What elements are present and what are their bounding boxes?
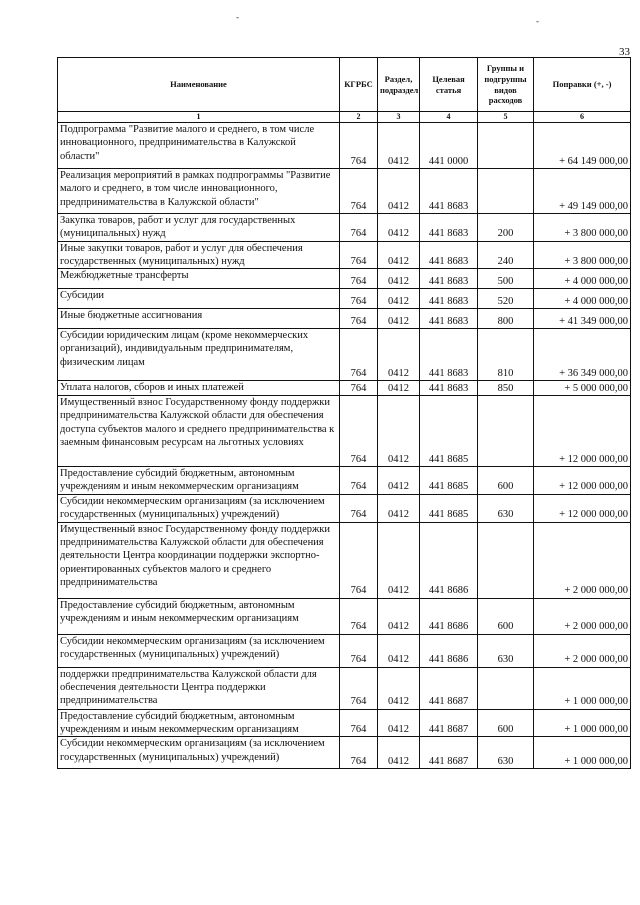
row-statya: 441 8685 (420, 396, 478, 467)
column-number-row (58, 112, 631, 123)
row-name: Субсидии (58, 289, 340, 309)
row-razdel: 0412 (378, 522, 420, 598)
row-vid (478, 667, 534, 709)
table-row (58, 737, 631, 769)
row-name: Имущественный взнос Государственному фонду поддержки предпринимательства Калужской области для обеспечения деятельности Центра координации поддержки экспортно-ориентированных субъектов малого и среднего предпринимательства (58, 522, 340, 598)
table-row (58, 634, 631, 667)
row-amount: + 1 000 000,00 (534, 737, 631, 769)
row-name: Субсидии некоммерческим организациям (за исключением государственных (муниципальных) учреждений) (58, 737, 340, 769)
row-statya: 441 8683 (420, 169, 478, 214)
row-name: Подпрограмма "Развитие малого и среднего, в том числе инновационного, предпринимательства в Калужской области" (58, 123, 340, 169)
row-razdel: 0412 (378, 598, 420, 634)
column-number: 1 (58, 112, 340, 123)
row-razdel: 0412 (378, 634, 420, 667)
row-vid: 600 (478, 709, 534, 737)
row-razdel: 0412 (378, 289, 420, 309)
row-statya: 441 0000 (420, 123, 478, 169)
row-statya: 441 8683 (420, 214, 478, 242)
row-amount: + 12 000 000,00 (534, 396, 631, 467)
row-statya: 441 8686 (420, 634, 478, 667)
table-row (58, 522, 631, 598)
row-kgrbs: 764 (340, 467, 378, 495)
row-razdel: 0412 (378, 467, 420, 495)
header-kgrbs: КГРБС (340, 58, 378, 112)
row-vid: 630 (478, 634, 534, 667)
row-name: Имущественный взнос Государственному фонду поддержки предпринимательства Калужской области для обеспечения доступа субъектов малого и среднего предпринимательства к заемным финансовым ресурсам на льготных условиях (58, 396, 340, 467)
row-name: поддержки предпринимательства Калужской области для обеспечения деятельности Центра поддержки предпринимательства (58, 667, 340, 709)
row-vid: 800 (478, 309, 534, 329)
row-razdel: 0412 (378, 396, 420, 467)
table-row (58, 381, 631, 396)
row-amount: + 3 800 000,00 (534, 241, 631, 269)
row-vid: 630 (478, 494, 534, 522)
row-name: Закупка товаров, работ и услуг для государственных (муниципальных) нужд (58, 214, 340, 242)
row-amount: + 12 000 000,00 (534, 494, 631, 522)
row-name: Межбюджетные трансферты (58, 269, 340, 289)
row-amount: + 2 000 000,00 (534, 634, 631, 667)
row-kgrbs: 764 (340, 309, 378, 329)
row-razdel: 0412 (378, 494, 420, 522)
table-row (58, 709, 631, 737)
table-row (58, 598, 631, 634)
table-row (58, 269, 631, 289)
row-razdel: 0412 (378, 241, 420, 269)
row-amount: + 41 349 000,00 (534, 309, 631, 329)
row-name: Предоставление субсидий бюджетным, автономным учреждениям и иным некоммерческим организациям (58, 467, 340, 495)
row-name: Субсидии некоммерческим организациям (за исключением государственных (муниципальных) учреждений) (58, 634, 340, 667)
budget-amendments-table (57, 57, 631, 769)
table-row (58, 467, 631, 495)
row-kgrbs: 764 (340, 494, 378, 522)
row-amount: + 2 000 000,00 (534, 522, 631, 598)
table-row (58, 289, 631, 309)
row-razdel: 0412 (378, 709, 420, 737)
row-kgrbs: 764 (340, 169, 378, 214)
row-amount: + 4 000 000,00 (534, 269, 631, 289)
table-row (58, 396, 631, 467)
row-name: Субсидии юридическим лицам (кроме некоммерческих организаций), индивидуальным предпринимателям, физическим лицам (58, 329, 340, 381)
row-kgrbs: 764 (340, 241, 378, 269)
header-name: Наименование (58, 58, 340, 112)
header-razdel: Раздел, подраздел (378, 58, 420, 112)
row-kgrbs: 764 (340, 214, 378, 242)
row-statya: 441 8683 (420, 309, 478, 329)
table-row (58, 309, 631, 329)
table-row (58, 169, 631, 214)
table-row (58, 214, 631, 242)
row-razdel: 0412 (378, 214, 420, 242)
row-vid: 600 (478, 598, 534, 634)
row-vid: 200 (478, 214, 534, 242)
header-amount: Поправки (+, -) (534, 58, 631, 112)
row-kgrbs: 764 (340, 396, 378, 467)
row-amount: + 36 349 000,00 (534, 329, 631, 381)
row-statya: 441 8686 (420, 598, 478, 634)
row-razdel: 0412 (378, 667, 420, 709)
row-amount: + 12 000 000,00 (534, 467, 631, 495)
row-name: Иные закупки товаров, работ и услуг для обеспечения государственных (муниципальных) нужд (58, 241, 340, 269)
row-vid: 810 (478, 329, 534, 381)
row-razdel: 0412 (378, 381, 420, 396)
row-amount: + 5 000 000,00 (534, 381, 631, 396)
row-vid: 630 (478, 737, 534, 769)
row-statya: 441 8683 (420, 269, 478, 289)
page-number: 33 (619, 46, 630, 58)
table-row (58, 667, 631, 709)
row-amount: + 3 800 000,00 (534, 214, 631, 242)
row-statya: 441 8683 (420, 289, 478, 309)
row-amount: + 4 000 000,00 (534, 289, 631, 309)
row-vid (478, 396, 534, 467)
row-kgrbs: 764 (340, 634, 378, 667)
row-statya: 441 8683 (420, 381, 478, 396)
scan-mark: - (236, 12, 239, 22)
table-row (58, 123, 631, 169)
row-statya: 441 8686 (420, 522, 478, 598)
header-vid: Группы и подгруппы видов расходов (478, 58, 534, 112)
row-vid (478, 522, 534, 598)
row-amount: + 64 149 000,00 (534, 123, 631, 169)
row-kgrbs: 764 (340, 737, 378, 769)
row-kgrbs: 764 (340, 709, 378, 737)
row-kgrbs: 764 (340, 598, 378, 634)
column-number: 6 (534, 112, 631, 123)
row-statya: 441 8685 (420, 467, 478, 495)
row-razdel: 0412 (378, 123, 420, 169)
row-razdel: 0412 (378, 329, 420, 381)
header-statya: Целевая статья (420, 58, 478, 112)
row-amount: + 2 000 000,00 (534, 598, 631, 634)
row-kgrbs: 764 (340, 667, 378, 709)
row-kgrbs: 764 (340, 381, 378, 396)
row-amount: + 49 149 000,00 (534, 169, 631, 214)
row-name: Реализация мероприятий в рамках подпрограммы "Развитие малого и среднего, в том числе инновационного, предпринимательства в Калужской области" (58, 169, 340, 214)
row-statya: 441 8687 (420, 667, 478, 709)
row-kgrbs: 764 (340, 289, 378, 309)
column-number: 3 (378, 112, 420, 123)
row-vid (478, 169, 534, 214)
row-kgrbs: 764 (340, 123, 378, 169)
row-amount: + 1 000 000,00 (534, 709, 631, 737)
column-number: 5 (478, 112, 534, 123)
row-statya: 441 8687 (420, 737, 478, 769)
row-vid: 850 (478, 381, 534, 396)
row-kgrbs: 764 (340, 329, 378, 381)
row-name: Иные бюджетные ассигнования (58, 309, 340, 329)
row-amount: + 1 000 000,00 (534, 667, 631, 709)
row-vid: 600 (478, 467, 534, 495)
row-razdel: 0412 (378, 309, 420, 329)
column-number: 2 (340, 112, 378, 123)
row-razdel: 0412 (378, 269, 420, 289)
row-vid: 240 (478, 241, 534, 269)
row-statya: 441 8685 (420, 494, 478, 522)
row-statya: 441 8687 (420, 709, 478, 737)
row-kgrbs: 764 (340, 269, 378, 289)
row-name: Субсидии некоммерческим организациям (за исключением государственных (муниципальных) учреждений) (58, 494, 340, 522)
row-razdel: 0412 (378, 737, 420, 769)
row-statya: 441 8683 (420, 329, 478, 381)
table-row (58, 241, 631, 269)
row-name: Уплата налогов, сборов и иных платежей (58, 381, 340, 396)
row-razdel: 0412 (378, 169, 420, 214)
row-vid: 520 (478, 289, 534, 309)
row-vid (478, 123, 534, 169)
row-name: Предоставление субсидий бюджетным, автономным учреждениям и иным некоммерческим организациям (58, 598, 340, 634)
row-vid: 500 (478, 269, 534, 289)
row-name: Предоставление субсидий бюджетным, автономным учреждениям и иным некоммерческим организациям (58, 709, 340, 737)
row-statya: 441 8683 (420, 241, 478, 269)
row-kgrbs: 764 (340, 522, 378, 598)
table-header-row (58, 58, 631, 112)
column-number: 4 (420, 112, 478, 123)
scan-mark: - (536, 16, 539, 26)
table-row (58, 494, 631, 522)
table-row (58, 329, 631, 381)
